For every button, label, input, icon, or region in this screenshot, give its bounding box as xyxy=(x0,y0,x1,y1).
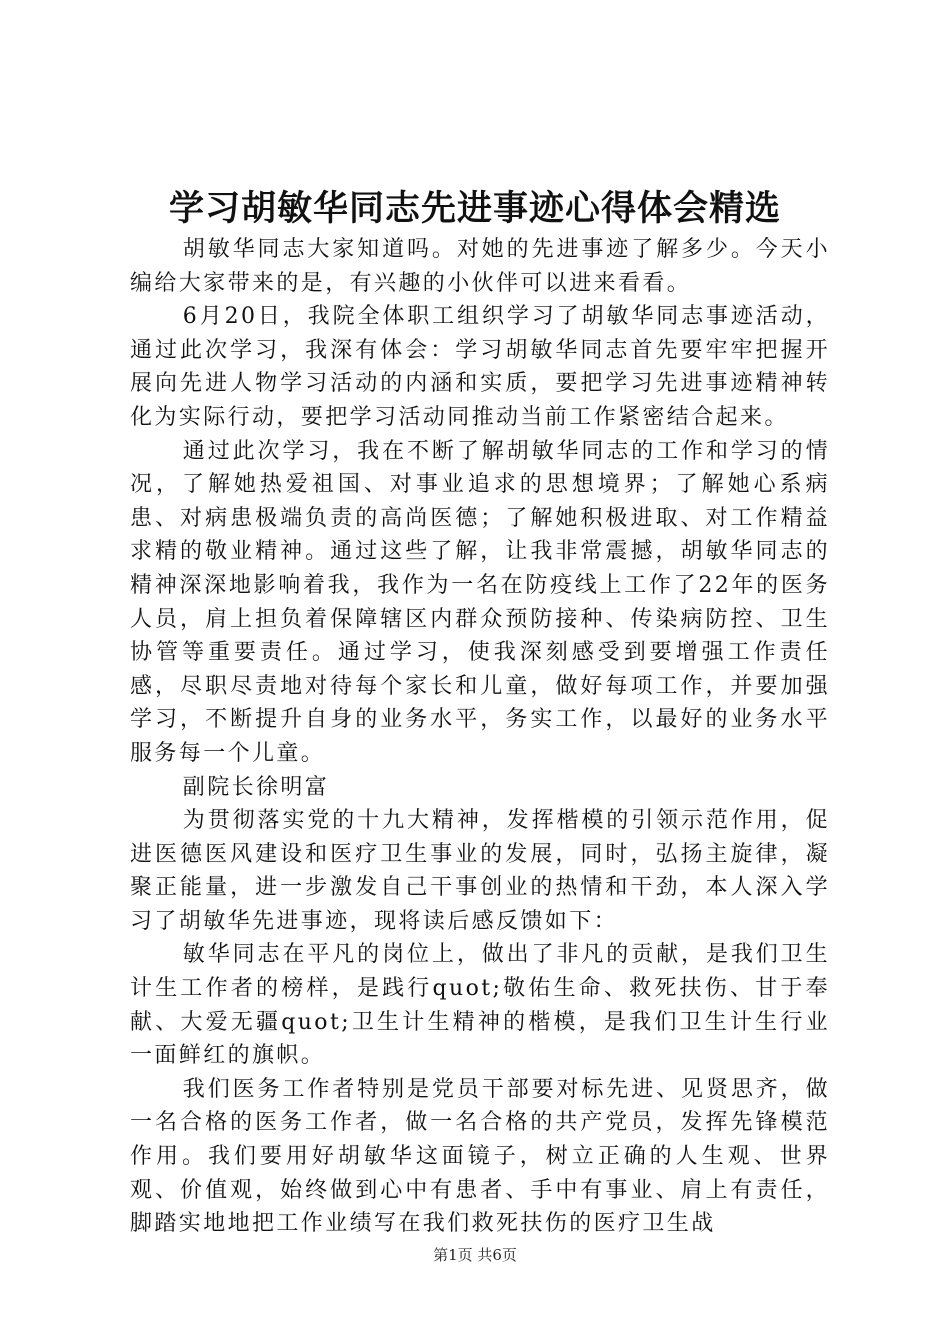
page-number-footer: 第1页 共6页 xyxy=(433,1246,517,1264)
paragraph-commitment: 我们医务工作者特别是党员干部要对标先进、见贤思齐，做一名合格的医务工作者，做一名合格的共产党员，发挥先锋模范作用。我们要用好胡敏华这面镜子，树立正确的人生观、世界观、价值观，始终做到心中有患者、手中有事业、肩上有责任，脚踏实地地把工作业绩写在我们救死扶伤的医疗卫生战 xyxy=(130,1076,830,1237)
document-title: 学习胡敏华同志先进事迹心得体会精选 xyxy=(168,188,781,229)
paragraph-study-activity: 6月20日，我院全体职工组织学习了胡敏华同志事迹活动，通过此次学习，我深有体会：学习胡敏华同志首先要牢牢把握开展向先进人物学习活动的内涵和实质，要把学习先进事迹精神转化为实际行动，要把学习活动同推动当前工作紧密结合起来。 xyxy=(130,304,830,430)
document-body xyxy=(130,233,830,1241)
author-signature: 副院长徐明富 xyxy=(182,774,330,800)
paragraph-intro: 胡敏华同志大家知道吗。对她的先进事迹了解多少。今天小编给大家带来的是，有兴趣的小伙伴可以进来看看。 xyxy=(130,237,830,296)
paragraph-role-model: 敏华同志在平凡的岗位上，做出了非凡的贡献，是我们卫生计生工作者的榜样，是践行quot;敬佑生命、救死扶伤、甘于奉献、大爱无疆quot;卫生计生精神的楷模，是我们卫生计生行业一面鲜红的旗帜。 xyxy=(130,942,830,1069)
paragraph-purpose: 为贯彻落实党的十九大精神，发挥楷模的引领示范作用，促进医德医风建设和医疗卫生事业的发展，同时，弘扬主旋律，凝聚正能量，进一步激发自己干事创业的热情和干劲，本人深入学习了胡敏华先进事迹，现将读后感反馈如下： xyxy=(130,808,830,934)
paragraph-reflection: 通过此次学习，我在不断了解胡敏华同志的工作和学习的情况，了解她热爱祖国、对事业追求的思想境界；了解她心系病患、对病患极端负责的高尚医德；了解她积极进取、对工作精益求精的敬业精神。通过这些了解，让我非常震撼，胡敏华同志的精神深深地影响着我，我作为一名在防疫线上工作了22年的医务人员，肩上担负着保障辖区内群众预防接种、传染病防控、卫生协管等重要责任。通过学习，使我深刻感受到要增强工作责任感，尽职尽责地对待每个家长和儿童，做好每项工作，并要加强学习，不断提升自身的业务水平，务实工作，以最好的业务水平服务每一个儿童。 xyxy=(130,438,830,766)
